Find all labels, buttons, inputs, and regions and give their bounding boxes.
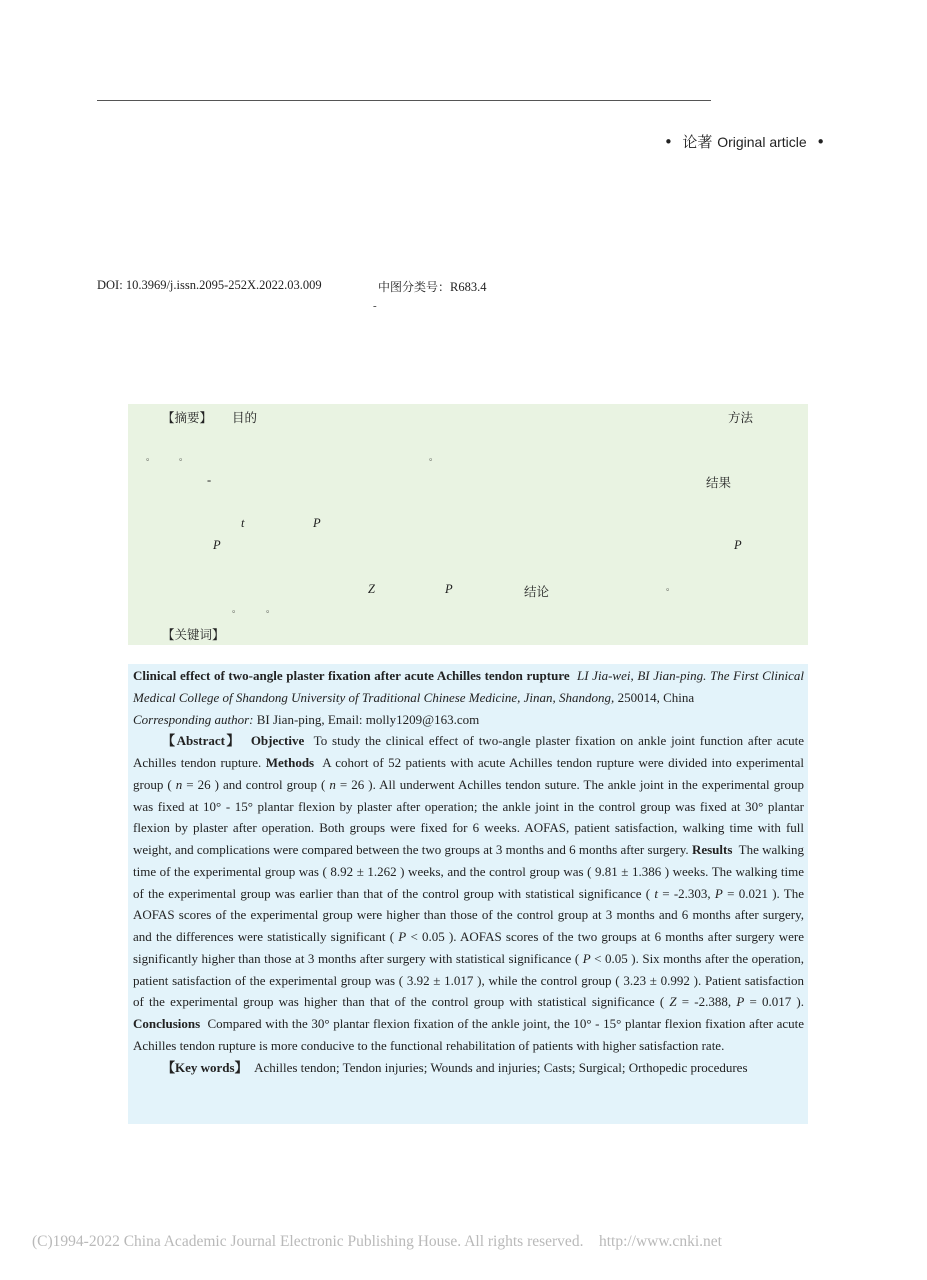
cn-circle: 。 (266, 604, 276, 614)
postcode: 250014, China (617, 689, 695, 705)
objective-text: To study the clinical effect of two-angle plaster fixation on ankle joint function after acute Achilles tendon rupture. (133, 733, 804, 770)
cn-circle: 。 (666, 582, 676, 592)
bullet-left: • (664, 133, 673, 151)
article-type-label (664, 131, 825, 152)
english-abstract-text (133, 665, 804, 1078)
bullet-right: • (816, 133, 826, 151)
cn-results-label: 结果 (706, 475, 732, 490)
keywords-paragraph (133, 1057, 804, 1079)
z-symbol: Z (669, 994, 677, 1010)
cn-p-symbol: P (445, 582, 453, 596)
results-text: < 0.05 ). Six months after the operation, patient satisfaction of the experimental group was ( 3.92 ± 1.017 ), while the control group ( 3.23 ± 0.992 ). Patient satisfaction of the experimental group was higher than that of the control group with statistical significance ( (133, 950, 805, 1010)
cn-t-symbol: t (241, 516, 245, 530)
authors-affiliation: LI Jia-wei, BI Jian-ping. The First Clinical Medical College of Shandong University of Traditional Chinese Medicine, Jinan, Shandong, (133, 668, 805, 705)
article-title-en: Clinical effect of two-angle plaster fixation after acute Achilles tendon rupture (133, 668, 570, 683)
methods-text: = 26 ) and control group ( (186, 776, 326, 792)
keywords-text: Achilles tendon; Tendon injuries; Wounds and injuries; Casts; Surgical; Orthopedic procedures (254, 1059, 748, 1075)
cn-methods-label: 方法 (728, 410, 754, 425)
methods-text: = 26 ). All underwent Achilles tendon suture. The ankle joint in the experimental group was fixed at 10° - 15° plantar flexion by plaster after operation; the ankle joint in the control group was fixed at 30° plantar flexion by plaster after operation. Both groups were fixed for 6 weeks. AOFAS, patient satisfaction, walking time with full weight, and complications were compared between the two groups at 3 months and 6 months after surgery. (133, 776, 805, 857)
stray-dash: - (373, 300, 377, 312)
conclusions-label: Conclusions (133, 1016, 201, 1031)
results-text: = -2.388, (681, 994, 732, 1010)
results-text: < 0.05 ). AOFAS scores of the two groups at 6 months after surgery were significantly higher than those at 3 months after surgery with statistical significance ( (133, 929, 805, 966)
cn-p-symbol: P (313, 516, 321, 530)
p-symbol: P (736, 994, 745, 1010)
p-symbol: P (582, 950, 591, 966)
cn-circle: 。 (146, 452, 156, 462)
results-text: = 0.017 ). (749, 994, 804, 1010)
copyright-footer (32, 1233, 722, 1251)
results-text: = 0.021 ). The AOFAS scores of the experimental group were higher than those of the control group at 3 months and 6 months after surgery, and the differences were statistically significant ( (133, 885, 805, 944)
header-rule (97, 100, 711, 101)
doi-text: DOI: 10.3969/j.issn.2095-252X.2022.03.009 (97, 278, 322, 292)
cn-abstract-tag: 【摘要】 (162, 410, 213, 425)
abstract-tag: 【Abstract】 (162, 733, 242, 749)
objective-label: Objective (250, 733, 305, 749)
clc-code: R683.4 (450, 280, 487, 294)
cn-keywords-tag: 【关键词】 (162, 627, 225, 642)
results-text: The walking time of the experimental group was ( 8.92 ± 1.262 ) weeks, and the control group was ( 9.81 ± 1.386 ) weeks. The walking time of the experimental group was earlier than that of the control group with statistical significance ( (133, 842, 805, 901)
n-symbol: n (175, 776, 183, 792)
cn-dash: - (207, 473, 212, 487)
cn-circle: 。 (429, 452, 439, 462)
clc-label: 中图分类号： (378, 280, 451, 294)
cnki-url: http://www.cnki.net (598, 1233, 722, 1250)
methods-label: Methods (265, 755, 315, 770)
section-en: Original article (717, 134, 807, 150)
keywords-tag: 【Key words】 (162, 1059, 248, 1075)
cn-objective-label: 目的 (232, 410, 258, 425)
cn-circle: 。 (232, 604, 242, 614)
section-zh: 论著 (682, 133, 713, 151)
cn-circle: 。 (179, 452, 189, 462)
corresponding-author-label: Corresponding author: (133, 711, 254, 727)
cn-z-symbol: Z (368, 582, 375, 596)
english-abstract-box (128, 664, 808, 1124)
chinese-abstract-box (128, 404, 808, 645)
cn-p-symbol: P (213, 538, 221, 552)
abstract-paragraph (133, 730, 804, 1056)
copyright-text: (C)1994-2022 China Academic Journal Electronic Publishing House. All rights reserved. (32, 1233, 584, 1250)
title-author-paragraph (133, 665, 804, 730)
clc-number (378, 278, 486, 295)
results-text: = -2.303, (662, 885, 711, 901)
n-symbol: n (329, 776, 336, 792)
p-symbol: P (714, 885, 723, 901)
results-label: Results (691, 842, 733, 857)
p-symbol: P (398, 929, 407, 944)
conclusions-text: Compared with the 30° plantar flexion fixation of the ankle joint, the 10° - 15° plantar flexion fixation after acute Achilles tendon rupture is more conducive to the functional rehabilitation of patients with higher satisfaction rate. (133, 1016, 804, 1053)
t-symbol: t (654, 885, 658, 901)
corresponding-author-value: BI Jian-ping, Email: molly1209@163.com (256, 711, 480, 727)
cn-p-symbol: P (734, 538, 742, 552)
cn-conclusions-label: 结论 (524, 584, 550, 599)
methods-text: A cohort of 52 patients with acute Achilles tendon rupture were divided into experimental group ( (133, 755, 804, 792)
